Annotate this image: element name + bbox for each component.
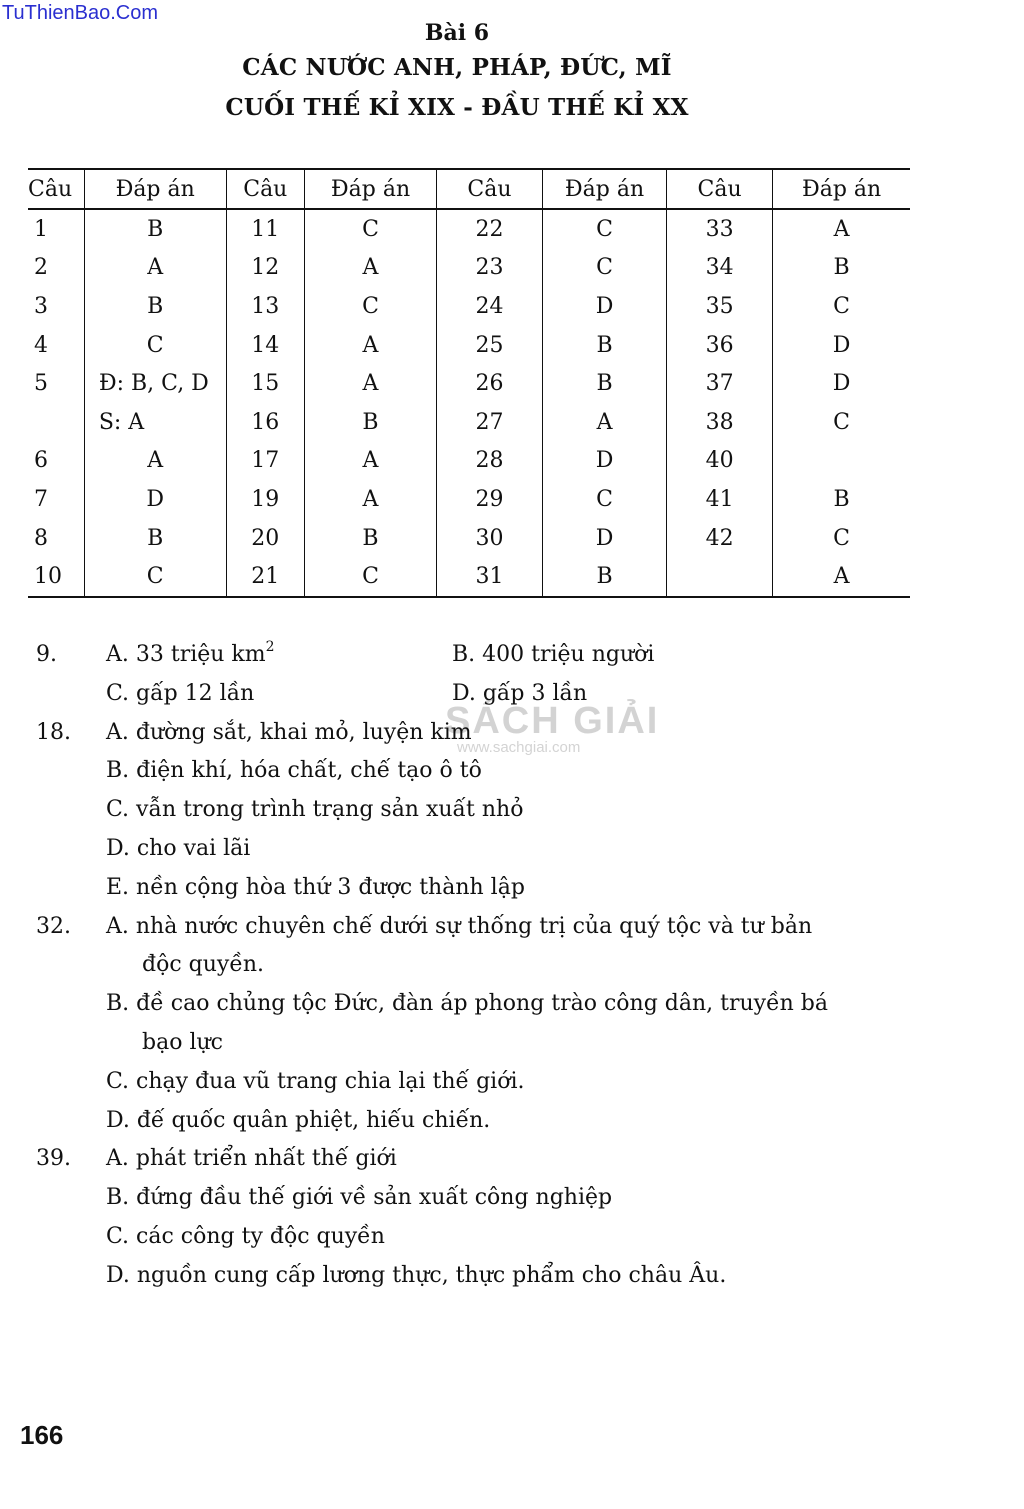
option-a (106, 636, 452, 675)
answer-cell: D (832, 371, 851, 397)
option-a-text: A. 33 triệu km (106, 642, 266, 667)
answer-cell: A (543, 403, 667, 442)
table-row (28, 209, 910, 249)
question-cell: 16 (226, 403, 305, 442)
answer-explanations (36, 636, 936, 1296)
header-question: Câu (436, 169, 542, 209)
question-18 (36, 714, 936, 908)
answer-cell: C (305, 557, 437, 597)
question-cell: 34 (667, 249, 773, 288)
table-row (28, 364, 910, 403)
question-cell: 2 (28, 249, 84, 288)
table-row (28, 287, 910, 326)
question-cell: 17 (226, 442, 305, 481)
answer-cell: A (84, 249, 226, 288)
answer-cell: A (305, 442, 437, 481)
question-number: 18. (36, 719, 71, 745)
header-answer: Đáp án (543, 169, 667, 209)
question-cell: 23 (436, 249, 542, 288)
question-cell: 4 (28, 326, 84, 365)
answer-cell: B (543, 364, 667, 403)
question-cell: 13 (226, 287, 305, 326)
answer-cell: A (84, 442, 226, 481)
table-row (28, 557, 910, 597)
header-answer: Đáp án (84, 169, 226, 209)
answer-cell: A (833, 216, 850, 242)
option-d: D. đế quốc quân phiệt, hiếu chiến. (106, 1107, 491, 1133)
table-row (28, 403, 910, 442)
answer-cell: C (84, 557, 226, 597)
question-cell: 22 (436, 209, 542, 249)
option-e: E. nền cộng hòa thứ 3 được thành lập (106, 874, 525, 900)
question-cell: 24 (436, 287, 542, 326)
answer-cell: B (833, 255, 850, 281)
question-cell: 6 (28, 442, 84, 481)
question-cell: 26 (436, 364, 542, 403)
question-cell: 14 (226, 326, 305, 365)
question-cell: 19 (226, 480, 305, 519)
question-cell: 15 (226, 364, 305, 403)
question-cell: 3 (28, 287, 84, 326)
question-cell: 10 (28, 557, 84, 597)
question-cell: 30 (436, 519, 542, 558)
question-39 (36, 1140, 936, 1295)
lesson-number: Bài 6 (424, 20, 490, 46)
answer-cell (773, 442, 910, 481)
option-a-line-2: độc quyền. (142, 952, 265, 978)
lesson-title-block (0, 18, 914, 128)
answer-cell: B (543, 326, 667, 365)
answer-cell: C (543, 249, 667, 288)
option-d: D. nguồn cung cấp lương thực, thực phẩm cho châu Âu. (106, 1262, 727, 1288)
question-cell: 21 (226, 557, 305, 597)
option-b: B. đứng đầu thế giới về sản xuất công nghiệp (106, 1185, 613, 1211)
question-cell: 12 (226, 249, 305, 288)
question-cell: 1 (28, 209, 84, 249)
answer-cell: A (305, 249, 437, 288)
question-cell: 31 (436, 557, 542, 597)
question-number: 32. (36, 913, 71, 939)
answer-cell: B (305, 403, 437, 442)
answer-cell: C (833, 409, 851, 435)
answer-cell: C (543, 209, 667, 249)
answer-cell: A (305, 364, 437, 403)
answer-cell: C (543, 480, 667, 519)
question-9 (36, 636, 936, 714)
question-number: 9. (36, 642, 57, 667)
question-cell: 38 (667, 403, 773, 442)
answer-cell: B (84, 287, 226, 326)
question-cell (667, 557, 773, 597)
answer-cell: B (543, 557, 667, 597)
option-c: C. vẫn trong trình trạng sản xuất nhỏ (106, 797, 524, 823)
answer-table (28, 168, 910, 598)
lesson-title-line-1: CÁC NƯỚC ANH, PHÁP, ĐỨC, MĨ (242, 54, 672, 81)
option-c: C. gấp 12 lần (106, 680, 255, 706)
answer-cell: C (833, 293, 851, 319)
answer-cell: S: A (84, 403, 226, 442)
question-cell: 27 (436, 403, 542, 442)
answer-cell: D (543, 287, 667, 326)
answer-cell: C (305, 287, 437, 326)
question-32 (36, 908, 936, 1141)
answer-cell: Đ: B, C, D (84, 364, 226, 403)
header-question: Câu (226, 169, 305, 209)
header-question: Câu (28, 169, 84, 209)
question-cell: 40 (667, 442, 773, 481)
answer-cell: B (833, 486, 850, 512)
answer-cell: A (305, 480, 437, 519)
question-cell: 5 (28, 364, 84, 403)
table-row (28, 326, 910, 365)
superscript: 2 (265, 639, 275, 655)
option-b: B. 400 triệu người (452, 642, 655, 667)
answer-cell: C (84, 326, 226, 365)
answer-table-header (28, 169, 910, 209)
question-cell: 41 (667, 480, 773, 519)
answer-cell: D (543, 519, 667, 558)
option-c: C. các công ty độc quyền (106, 1223, 385, 1249)
page-number: 166 (20, 1420, 64, 1450)
option-b: B. điện khí, hóa chất, chế tạo ô tô (106, 758, 482, 784)
question-cell: 29 (436, 480, 542, 519)
question-cell: 20 (226, 519, 305, 558)
site-watermark: TuThienBao.Com (2, 2, 158, 24)
question-number: 39. (36, 1146, 71, 1172)
question-cell: 42 (667, 519, 773, 558)
option-a (106, 908, 936, 986)
option-a: A. đường sắt, khai mỏ, luyện kim (106, 719, 472, 745)
table-row (28, 442, 910, 481)
question-cell: 11 (226, 209, 305, 249)
option-a-line-1: A. nhà nước chuyên chế dưới sự thống trị của quý tộc và tư bản (106, 913, 813, 939)
answer-cell: B (84, 209, 226, 249)
lesson-title-line-2: CUỐI THẾ KỈ XIX - ĐẦU THẾ KỈ XX (225, 94, 689, 121)
option-d: D. gấp 3 lần (452, 680, 588, 706)
answer-cell: D (832, 332, 851, 358)
answer-cell: A (773, 557, 910, 597)
table-row (28, 480, 910, 519)
option-b-line-1: B. đề cao chủng tộc Đức, đàn áp phong trào công dân, truyền bá (106, 991, 829, 1017)
answer-cell: C (305, 209, 437, 249)
answer-cell: B (305, 519, 437, 558)
question-cell: 36 (667, 326, 773, 365)
question-cell: 33 (667, 209, 773, 249)
question-cell: 25 (436, 326, 542, 365)
header-question: Câu (667, 169, 773, 209)
question-cell: 7 (28, 480, 84, 519)
answer-cell: D (84, 480, 226, 519)
question-cell (28, 403, 84, 442)
answer-cell: A (305, 326, 437, 365)
watermark-main: SÁCH GIẢI (445, 700, 660, 742)
header-answer: Đáp án (773, 169, 910, 209)
option-b (106, 985, 936, 1063)
option-a: A. phát triển nhất thế giới (106, 1146, 397, 1172)
answer-cell: C (833, 525, 851, 551)
option-b-line-2: bạo lực (142, 1029, 223, 1055)
question-cell: 37 (667, 364, 773, 403)
table-row (28, 519, 910, 558)
question-cell: 28 (436, 442, 542, 481)
header-answer: Đáp án (305, 169, 437, 209)
question-cell: 8 (28, 519, 84, 558)
question-cell: 35 (667, 287, 773, 326)
answer-cell: B (84, 519, 226, 558)
table-row (28, 249, 910, 288)
option-d: D. cho vai lãi (106, 835, 251, 861)
answer-cell: D (543, 442, 667, 481)
watermark-url: www.sachgiai.com (457, 739, 581, 756)
option-c: C. chạy đua vũ trang chia lại thế giới. (106, 1068, 525, 1094)
